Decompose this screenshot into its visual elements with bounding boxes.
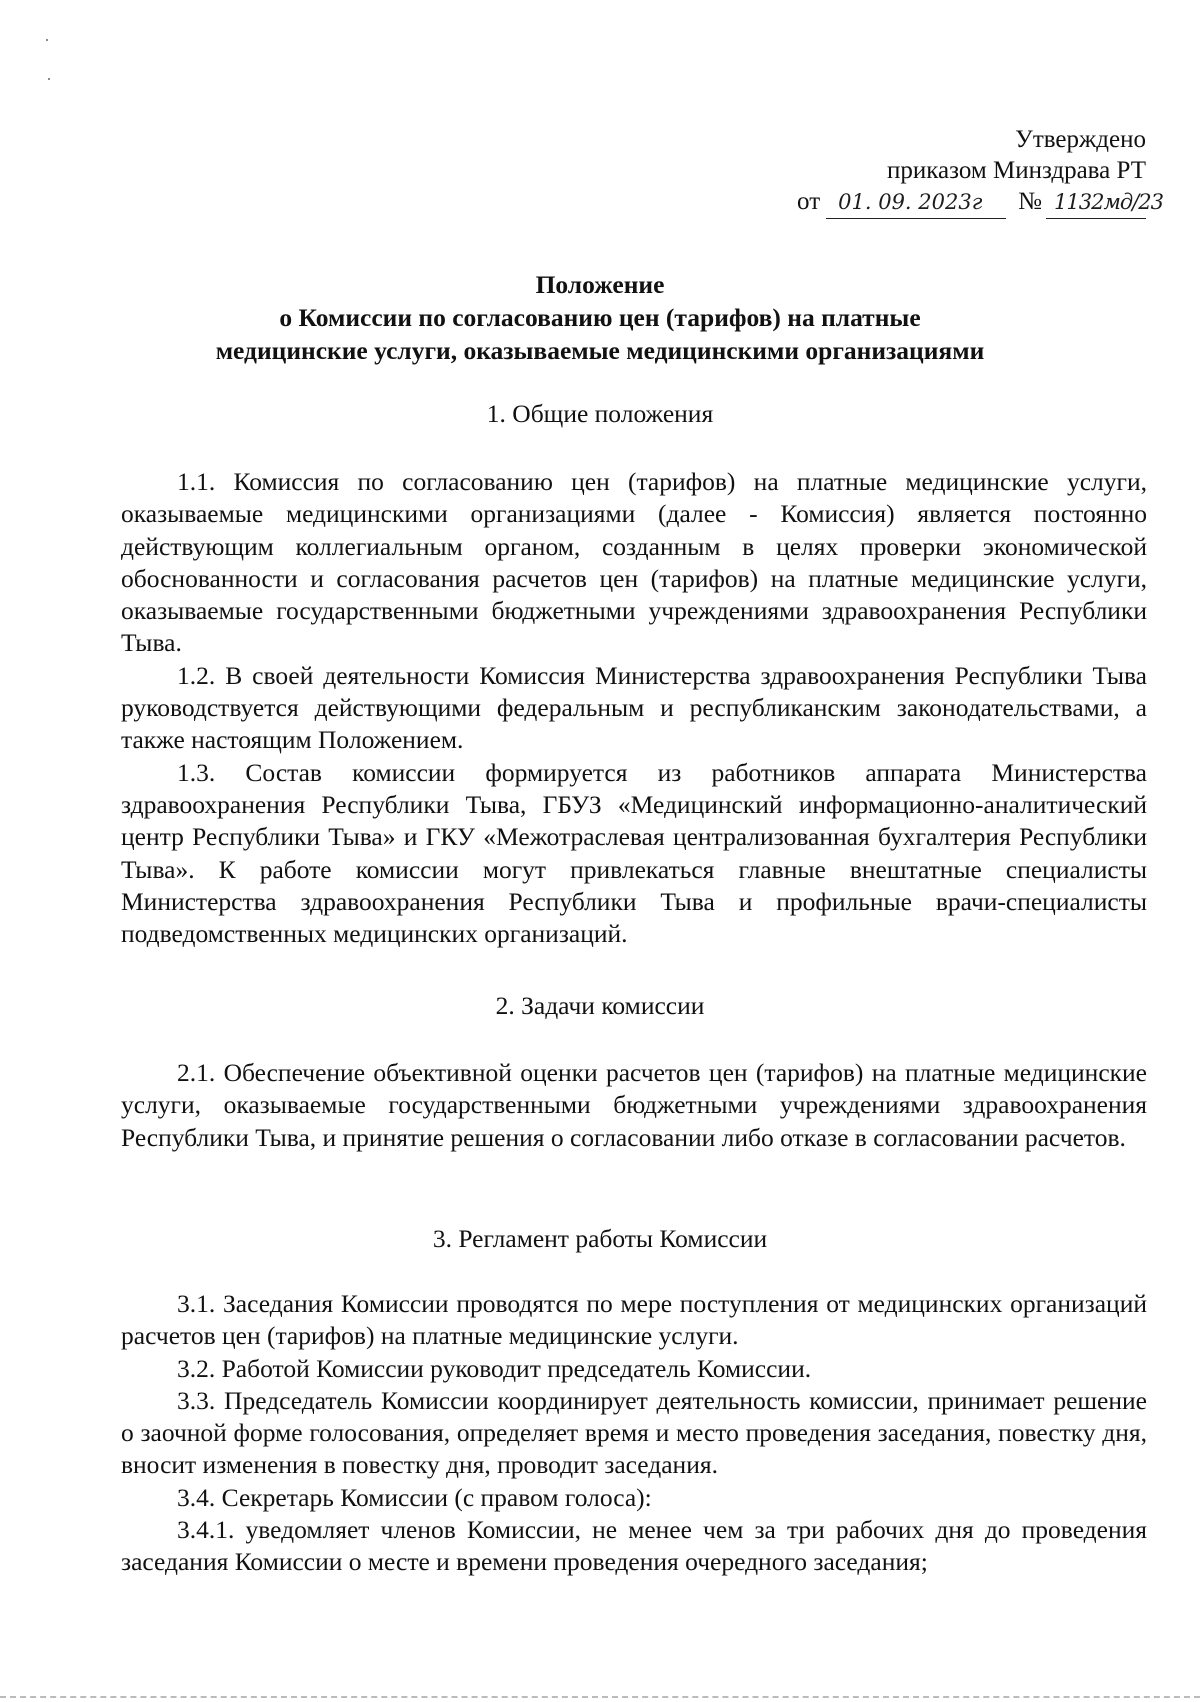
paragraph-3-4: 3.4. Секретарь Комиссии (с правом голоса): <box>177 1482 652 1512</box>
title-line-1: Положение <box>535 270 665 299</box>
handwritten-order-number: 1132мд/23 <box>1046 187 1146 219</box>
approval-line-1: Утверждено <box>1015 126 1146 153</box>
paragraph-1-1: 1.1. Комиссия по согласованию цен (тарифов) на платные медицинские услуги, оказываемые медицинскими организациями (далее - Комиссия) является постоянно действующим коллегиальным органом, созданным в целях проверки экономической обоснованности и согласования расчетов цен (тарифов) на платные медицинские услуги, оказываемые государственными бюджетными учреждениями здравоохранения Республики Тыва. <box>121 467 1147 658</box>
paragraph-1-3: 1.3. Состав комиссии формируется из работников аппарата Министерства здравоохранения Республики Тыва, ГБУЗ «Медицинский информационно-аналитический центр Республики Тыва» и ГКУ «Межотраслевая централизованная бухгалтерия Республики Тыва». К работе комиссии могут привлекаться главные внештатные специалисты Министерства здравоохранения Республики Тыва и профильные врачи-специалисты подведомственных медицинских организаций. <box>121 757 1147 949</box>
number-label: № <box>1018 188 1042 215</box>
page-bottom-edge <box>0 1696 1200 1700</box>
section-1-body <box>121 466 1147 950</box>
paragraph-3-3: 3.3. Председатель Комиссии координирует деятельность комиссии, принимает решение о заочной форме голосования, определяет время и место проведения заседания, повестку дня, вносит изменения в повестку дня, проводит заседания. <box>121 1385 1147 1480</box>
paragraph-1-2: 1.2. В своей деятельности Комиссия Министерства здравоохранения Республики Тыва руководствуется действующими федеральным и республиканским законодательствами, а также настоящим Положением. <box>121 660 1147 755</box>
scan-speck <box>46 39 48 41</box>
section-heading-2: 2. Задачи комиссии <box>495 991 705 1020</box>
approval-line-3 <box>797 186 1163 219</box>
approval-stamp-block <box>797 124 1163 219</box>
paragraph-3-4-1: 3.4.1. уведомляет членов Комиссии, не менее чем за три рабочих дня до проведения заседания Комиссии о месте и времени проведения очередного заседания; <box>121 1515 1147 1577</box>
approval-line-2: приказом Минздрава РТ <box>887 157 1146 184</box>
section-3-body <box>121 1288 1147 1579</box>
title-line-3: медицинские услуги, оказываемые медицинскими организациями <box>215 336 985 365</box>
title-line-2: о Комиссии по согласованию цен (тарифов) на платные <box>279 303 921 332</box>
handwritten-date: 01. 09. 2023г <box>826 187 1006 219</box>
section-heading-1: 1. Общие положения <box>486 399 714 428</box>
section-heading-3: 3. Регламент работы Комиссии <box>432 1224 768 1253</box>
paragraph-2-1: 2.1. Обеспечение объективной оценки расчетов цен (тарифов) на платные медицинские услуги, оказываемые государственными бюджетными учреждениями здравоохранения Республики Тыва, и принятие решения о согласовании либо отказе в согласовании расчетов. <box>121 1058 1147 1152</box>
scan-speck <box>48 78 50 80</box>
paragraph-3-2: 3.2. Работой Комиссии руководит председатель Комиссии. <box>177 1353 812 1383</box>
section-2-body <box>121 1057 1147 1154</box>
document-title <box>60 268 1140 367</box>
paragraph-3-1: 3.1. Заседания Комиссии проводятся по мере поступления от медицинских организаций расчетов цен (тарифов) на платные медицинские услуги. <box>121 1289 1147 1351</box>
from-label: от <box>797 188 821 215</box>
